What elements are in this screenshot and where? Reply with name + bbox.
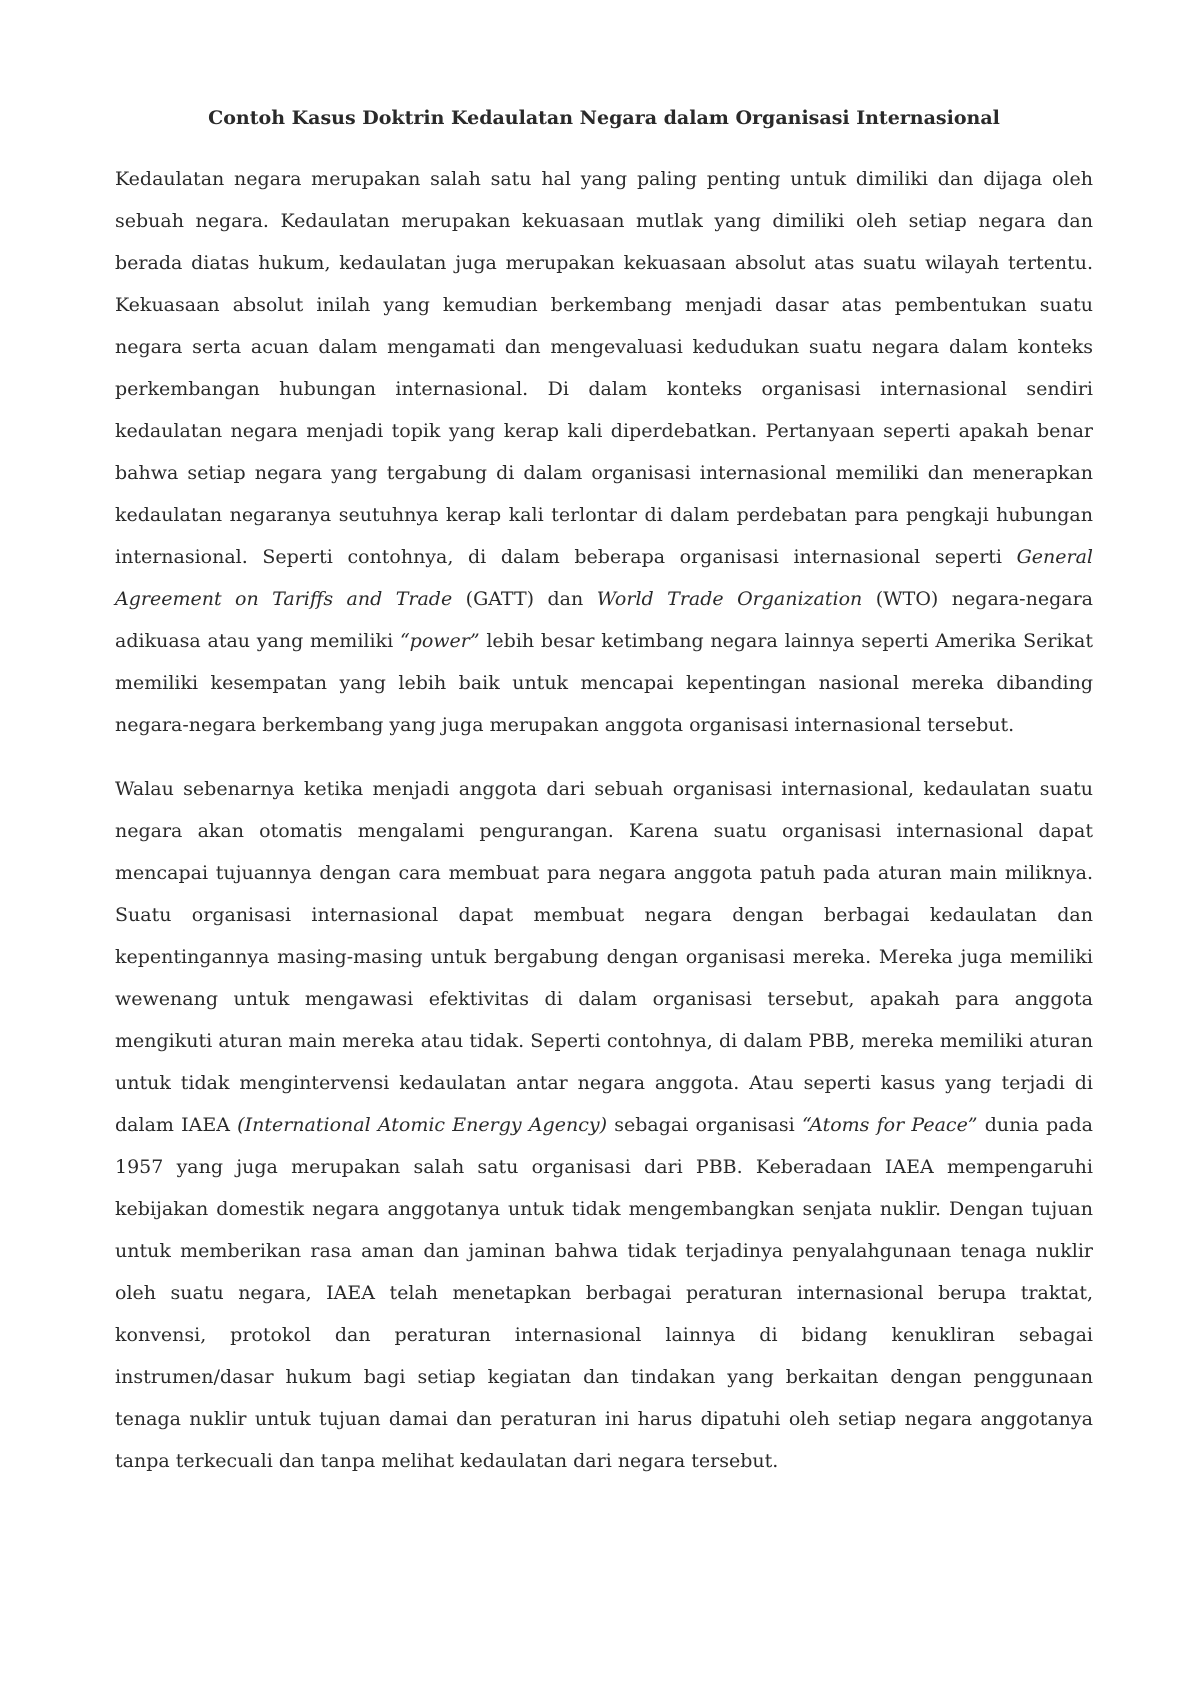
paragraph-2-text-a: Walau sebenarnya ketika menjadi anggota dari sebuah organisasi internasional, kedaulatan suatu negara akan otomatis mengalami pengurangan. Karena suatu organisasi internasional dapat mencapai tujuannya dengan cara membuat para negara anggota patuh pada aturan main miliknya. Suatu organisasi internasional dapat membuat negara dengan berbagai kedaulatan dan kepentingannya masing-masing untuk bergabung dengan organisasi mereka. Mereka juga memiliki wewenang untuk mengawasi efektivitas di dalam organisasi tersebut, apakah para anggota mengikuti aturan main mereka atau tidak. Seperti contohnya, di dalam PBB, mereka memiliki aturan untuk tidak mengintervensi kedaulatan antar negara anggota. Atau seperti kasus yang terjadi di dalam IAEA (115, 777, 1093, 1136)
wto-term: World Trade Organization (596, 587, 863, 610)
iaea-term: (International Atomic Energy Agency) (237, 1113, 607, 1136)
document-title: Contoh Kasus Doktrin Kedaulatan Negara dalam Organisasi Internasional (208, 107, 1000, 129)
paragraph-1-text-c: (WTO) negara-negara adikuasa atau yang memiliki (115, 587, 1093, 652)
paragraph-1-text-b: (GATT) dan (452, 587, 597, 610)
gatt-term: General Agreement on Tariffs and Trade (115, 545, 1093, 610)
atoms-for-peace-term: “Atoms for Peace” (801, 1113, 978, 1136)
paragraph-2-text-c: dunia pada 1957 yang juga merupakan salah satu organisasi dari PBB. Keberadaan IAEA mempengaruhi kebijakan domestik negara anggotanya untuk tidak mengembangkan senjata nuklir. Dengan tujuan untuk memberikan rasa aman dan jaminan bahwa tidak terjadinya penyalahgunaan tenaga nuklir oleh suatu negara, IAEA telah menetapkan berbagai peraturan internasional berupa traktat, konvensi, protokol dan peraturan internasional lainnya di bidang kenukliran sebagai instrumen/dasar hukum bagi setiap kegiatan dan tindakan yang berkaitan dengan penggunaan tenaga nuklir untuk tujuan damai dan peraturan ini harus dipatuhi oleh setiap negara anggotanya tanpa terkecuali dan tanpa melihat kedaulatan dari negara tersebut. (115, 1113, 1093, 1472)
paragraph-1-text-a: Kedaulatan negara merupakan salah satu hal yang paling penting untuk dimiliki dan dijaga oleh sebuah negara. Kedaulatan merupakan kekuasaan mutlak yang dimiliki oleh setiap negara dan berada diatas hukum, kedaulatan juga merupakan kekuasaan absolut atas suatu wilayah tertentu. Kekuasaan absolut inilah yang kemudian berkembang menjadi dasar atas pembentukan suatu negara serta acuan dalam mengamati dan mengevaluasi kedudukan suatu negara dalam konteks perkembangan hubungan internasional. Di dalam konteks organisasi internasional sendiri kedaulatan negara menjadi topik yang kerap kali diperdebatkan. Pertanyaan seperti apakah benar bahwa setiap negara yang tergabung di dalam organisasi internasional memiliki dan menerapkan kedaulatan negaranya seutuhnya kerap kali terlontar di dalam perdebatan para pengkaji hubungan internasional. Seperti contohnya, di dalam beberapa organisasi internasional seperti (115, 167, 1093, 568)
power-term: “power” (399, 629, 480, 652)
paragraph-2-text-b: sebagai organisasi (606, 1113, 802, 1136)
paragraph-2 (115, 768, 1093, 1482)
paragraph-1-text-d: lebih besar ketimbang negara lainnya seperti Amerika Serikat memiliki kesempatan yang lebih baik untuk mencapai kepentingan nasional mereka dibanding negara-negara berkembang yang juga merupakan anggota organisasi internasional tersebut. (115, 629, 1094, 736)
paragraph-1 (115, 158, 1093, 746)
document-page (115, 105, 1093, 1504)
